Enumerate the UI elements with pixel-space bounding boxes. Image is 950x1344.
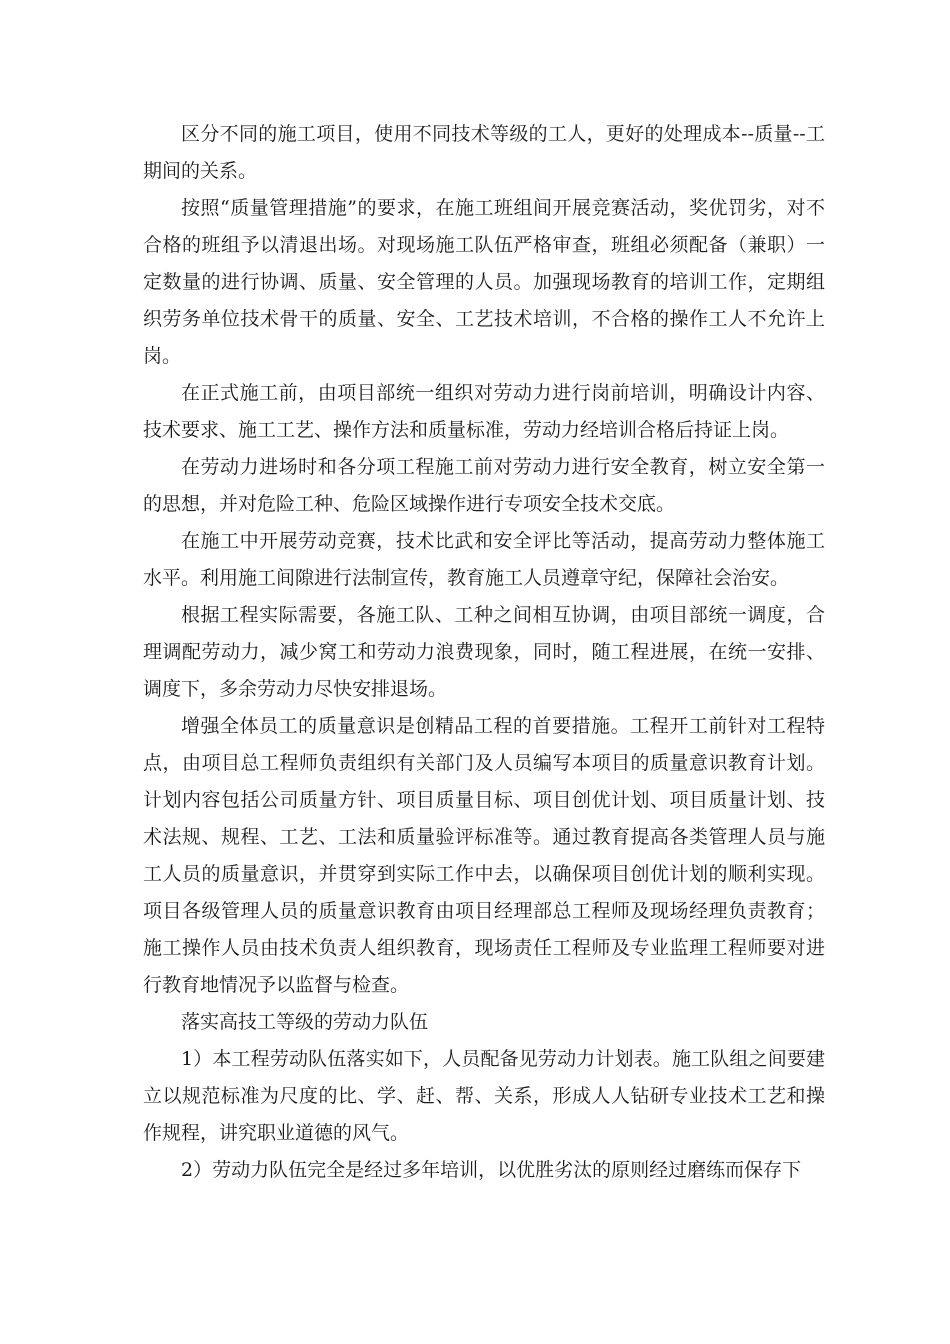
- paragraph-1: 区分不同的施工项目，使用不同技术等级的工人，更好的处理成本--质量--工期间的关系。: [143, 123, 825, 182]
- paragraph-4: 在劳动力进场时和各分项工程施工前对劳动力进行安全教育，树立安全第一的思想，并对危险工种、危险区域操作进行专项安全技术交底。: [143, 456, 825, 515]
- section-heading: 落实高技工等级的劳动力队伍: [181, 1011, 429, 1033]
- list-item-1: 1）本工程劳动队伍落实如下，人员配备见劳动力计划表。施工队组之间要建立以规范标准为尺度的比、学、赶、帮、关系，形成人人钻研专业技术工艺和操作规程，讲究职业道德的风气。: [143, 1048, 825, 1144]
- list-item-2: 2）劳动力队伍完全是经过多年培训，以优胜劣汰的原则经过磨练而保存下: [181, 1159, 802, 1181]
- paragraph-3: 在正式施工前，由项目部统一组织对劳动力进行岗前培训，明确设计内容、技术要求、施工工艺、操作方法和质量标准，劳动力经培训合格后持证上岗。: [143, 382, 825, 441]
- paragraph-7: 增强全体员工的质量意识是创精品工程的首要措施。工程开工前针对工程特点，由项目总工程师负责组织有关部门及人员编写本项目的质量意识教育计划。计划内容包括公司质量方针、项目质量目标、项目创优计划、项目质量计划、技术法规、规程、工艺、工法和质量验评标准等。通过教育提高各类管理人员与施工人员的质量意识，并贯穿到实际工作中去，以确保项目创优计划的顺利实现。项目各级管理人员的质量意识教育由项目经理部总工程师及现场经理负责教育；施工操作人员由技术负责人组织教育，现场责任工程师及专业监理工程师要对进行教育地情况予以监督与检查。: [143, 715, 825, 996]
- paragraph-2: 按照“质量管理措施”的要求，在施工班组间开展竞赛活动，奖优罚劣，对不合格的班组予以清退出场。对现场施工队伍严格审查，班组必须配备（兼职）一定数量的进行协调、质量、安全管理的人员。加强现场教育的培训工作，定期组织劳务单位技术骨干的质量、安全、工艺技术培训，不合格的操作工人不允许上岗。: [143, 197, 825, 367]
- paragraph-6: 根据工程实际需要，各施工队、工种之间相互协调，由项目部统一调度，合理调配劳动力，减少窝工和劳动力浪费现象，同时，随工程进展，在统一安排、调度下，多余劳动力尽快安排退场。: [143, 604, 825, 700]
- paragraph-5: 在施工中开展劳动竞赛，技术比武和安全评比等活动，提高劳动力整体施工水平。利用施工间隙进行法制宣传，教育施工人员遵章守纪，保障社会治安。: [143, 530, 825, 589]
- document-body: [143, 116, 825, 1189]
